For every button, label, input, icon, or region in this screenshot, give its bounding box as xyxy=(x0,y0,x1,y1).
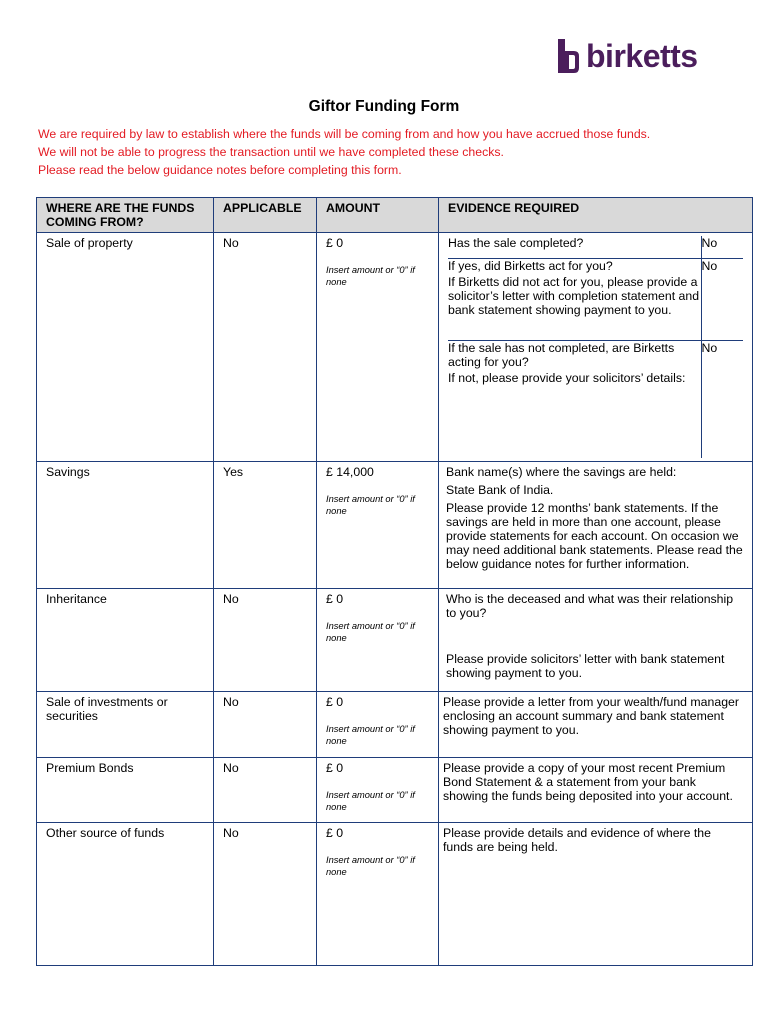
table-header-row xyxy=(37,198,753,233)
header-amount: AMOUNT xyxy=(317,198,439,233)
amount-note: Insert amount or “0” if none xyxy=(326,621,415,643)
evidence-text: Please provide 12 months’ bank statements. If the savings are held in more than one account, please provide statements for each account. On occasion we may need additional bank statements. Please read the below guidance notes for further information. xyxy=(446,501,743,571)
evidence-text: If the sale has not completed, are Birketts acting for you? xyxy=(448,340,675,369)
evidence-cell xyxy=(439,233,753,462)
evidence-answer[interactable]: No xyxy=(701,236,743,258)
amount-value: £ 0 xyxy=(326,592,344,606)
applicable-cell[interactable]: No xyxy=(214,692,317,758)
amount-value: £ 0 xyxy=(326,695,344,709)
amount-note: Insert amount or “0” if none xyxy=(326,494,415,516)
amount-cell[interactable] xyxy=(317,692,439,758)
evidence-cell xyxy=(439,589,753,692)
evidence-cell: Please provide a copy of your most recent Premium Bond Statement & a statement from your bank showing the funds being deposited into your account. xyxy=(439,758,753,823)
evidence-question: Has the sale completed? xyxy=(448,236,584,250)
header-source: WHERE ARE THE FUNDS COMING FROM? xyxy=(37,198,214,233)
amount-note: Insert amount or “0” if none xyxy=(326,855,415,877)
evidence-answer[interactable]: No xyxy=(701,340,743,458)
intro-text xyxy=(38,125,650,179)
applicable-cell[interactable]: Yes xyxy=(214,462,317,589)
amount-note: Insert amount or “0” if none xyxy=(326,724,415,746)
evidence-text: If yes, did Birketts act for you? xyxy=(448,258,613,273)
evidence-cell xyxy=(439,462,753,589)
amount-value: £ 0 xyxy=(326,826,344,840)
intro-line: Please read the below guidance notes before completing this form. xyxy=(38,163,402,177)
amount-value: £ 0 xyxy=(326,761,344,775)
applicable-cell[interactable]: No xyxy=(214,823,317,966)
source-cell: Inheritance xyxy=(37,589,214,692)
header-evidence: EVIDENCE REQUIRED xyxy=(439,198,753,233)
amount-cell[interactable] xyxy=(317,589,439,692)
intro-line: We are required by law to establish where the funds will be coming from and how you have accrued those funds. xyxy=(38,127,651,141)
table-row xyxy=(37,233,753,462)
logo-text: birketts xyxy=(586,38,698,74)
header-applicable: APPLICABLE xyxy=(214,198,317,233)
applicable-cell[interactable]: No xyxy=(214,758,317,823)
source-cell: Other source of funds xyxy=(37,823,214,966)
amount-value: £ 0 xyxy=(326,236,344,250)
evidence-text: Who is the deceased and what was their relationship to you? xyxy=(446,592,734,620)
evidence-text[interactable]: State Bank of India. xyxy=(446,483,554,497)
amount-note: Insert amount or “0” if none xyxy=(326,790,415,812)
table-row xyxy=(37,692,753,758)
source-cell: Sale of investments or securities xyxy=(37,692,214,758)
applicable-cell[interactable]: No xyxy=(214,589,317,692)
source-cell: Savings xyxy=(37,462,214,589)
amount-cell[interactable] xyxy=(317,758,439,823)
table-row xyxy=(37,462,753,589)
evidence-cell: Please provide details and evidence of where the funds are being held. xyxy=(439,823,753,966)
amount-value: £ 14,000 xyxy=(326,465,374,479)
applicable-cell[interactable]: No xyxy=(214,233,317,462)
source-cell: Sale of property xyxy=(37,233,214,462)
intro-line: We will not be able to progress the transaction until we have completed these checks. xyxy=(38,145,504,159)
evidence-answer[interactable]: No xyxy=(701,258,743,340)
table-row xyxy=(37,589,753,692)
amount-note: Insert amount or “0” if none xyxy=(326,265,415,287)
evidence-question xyxy=(448,340,701,458)
evidence-cell: Please provide a letter from your wealth/fund manager enclosing an account summary and bank statement showing payment to you. xyxy=(439,692,753,758)
table-row xyxy=(37,758,753,823)
company-logo xyxy=(556,38,698,74)
birketts-logo-icon xyxy=(556,39,580,73)
evidence-text: Please provide solicitors’ letter with bank statement showing payment to you. xyxy=(446,652,725,680)
table-row xyxy=(37,823,753,966)
evidence-question xyxy=(448,258,701,340)
evidence-text: If not, please provide your solicitors’ details: xyxy=(448,370,686,385)
source-cell: Premium Bonds xyxy=(37,758,214,823)
form-title: Giftor Funding Form xyxy=(308,98,460,115)
amount-cell[interactable] xyxy=(317,233,439,462)
evidence-text: If Birketts did not act for you, please provide a solicitor’s letter with completion statement and bank statement showing payment to you. xyxy=(448,274,700,317)
evidence-text: Bank name(s) where the savings are held: xyxy=(446,465,677,479)
funding-table xyxy=(36,197,753,966)
evidence-subtable xyxy=(448,236,743,458)
amount-cell[interactable] xyxy=(317,462,439,589)
amount-cell[interactable] xyxy=(317,823,439,966)
